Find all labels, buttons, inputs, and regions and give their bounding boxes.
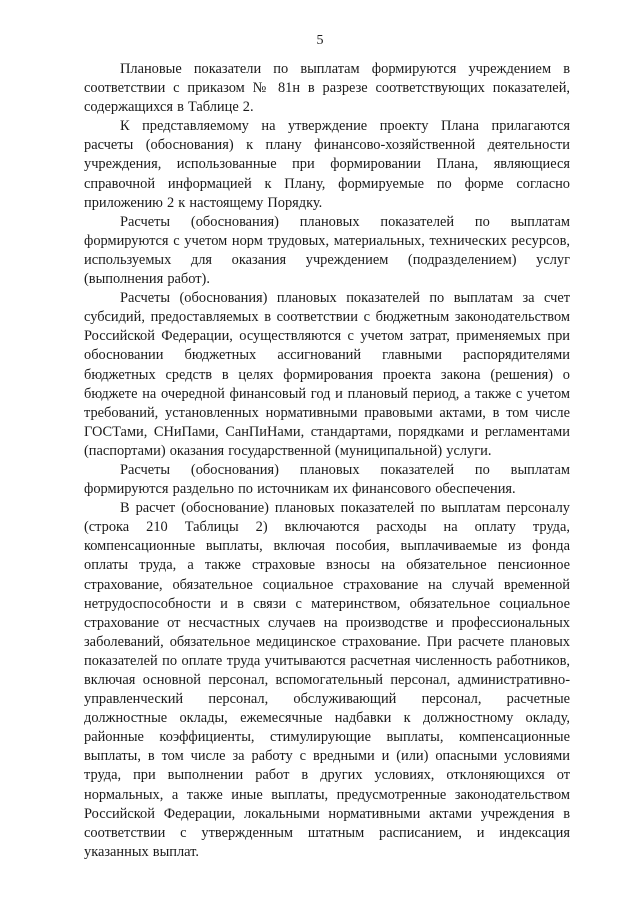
- paragraph-calculations-norms: Расчеты (обоснования) плановых показателей по выплатам формируются с учетом норм трудовых, материальных, технических ресурсов, используемых для оказания учреждением (подразделением) услуг (выполнения работ).: [84, 213, 570, 288]
- paragraph-calculations-subsidies: Расчеты (обоснования) плановых показателей по выплатам за счет субсидий, предоставляемых в соответствии с бюджетным законодательством Российской Федерации, осуществляются с учетом затрат, применяемых при обосновании бюджетных ассигнований главными распорядителями бюджетных средств в целях формирования проекта закона (решения) о бюджете на очередной финансовый год и плановый период, а также с учетом требований, установленных нормативными правовыми актами, в том числе ГОСТами, СНиПами, СанПиНами, стандартами, порядками и регламентами (паспортами) оказания государственной (муниципальной) услуги.: [84, 290, 570, 459]
- paragraph-calculations-attached: К представляемому на утверждение проекту Плана прилагаются расчеты (обоснования) к плану финансово-хозяйственной деятельности учреждения, использованные при формировании Плана, являющиеся справочной информацией к Плану, формируемые по форме согласно приложению 2 к настоящему Порядку.: [84, 118, 570, 211]
- paragraph-personnel-payments: В расчет (обоснование) плановых показателей по выплатам персоналу (строка 210 Таблицы 2) включаются расходы на оплату труда, компенсационные выплаты, включая пособия, выплачиваемые из фонда оплаты труда, а также страховые взносы на обязательное пенсионное страхование, обязательное социальное страхование на случай временной нетрудоспособности и в связи с материнством, обязательное социальное страхование от несчастных случаев на производстве и профессиональных заболеваний, обязательное медицинское страхование. При расчете плановых показателей по оплате труда учитываются расчетная численность работников, включая основной персонал, вспомогательный персонал, административно-управленческий персонал, обслуживающий персонал, расчетные должностные оклады, ежемесячные надбавки к должностному окладу, районные коэффициенты, стимулирующие выплаты, компенсационные выплаты, в том числе за работу с вредными и (или) опасными условиями труда, при выполнении работ в других условиях, отклоняющихся от нормальных, а также иные выплаты, предусмотренные законодательством Российской Федерации, локальными нормативными актами учреждения в соответствии с утвержденным штатным расписанием, и индексация указанных выплат.: [84, 500, 570, 860]
- document-body: [84, 60, 570, 862]
- page-number: 5: [316, 33, 324, 48]
- paragraph-planned-indicators: Плановые показатели по выплатам формируются учреждением в соответствии с приказом № 81н в разрезе соответствующих показателей, содержащихся в Таблице 2.: [84, 61, 570, 116]
- paragraph-calculations-sources: Расчеты (обоснования) плановых показателей по выплатам формируются раздельно по источникам их финансового обеспечения.: [84, 461, 570, 498]
